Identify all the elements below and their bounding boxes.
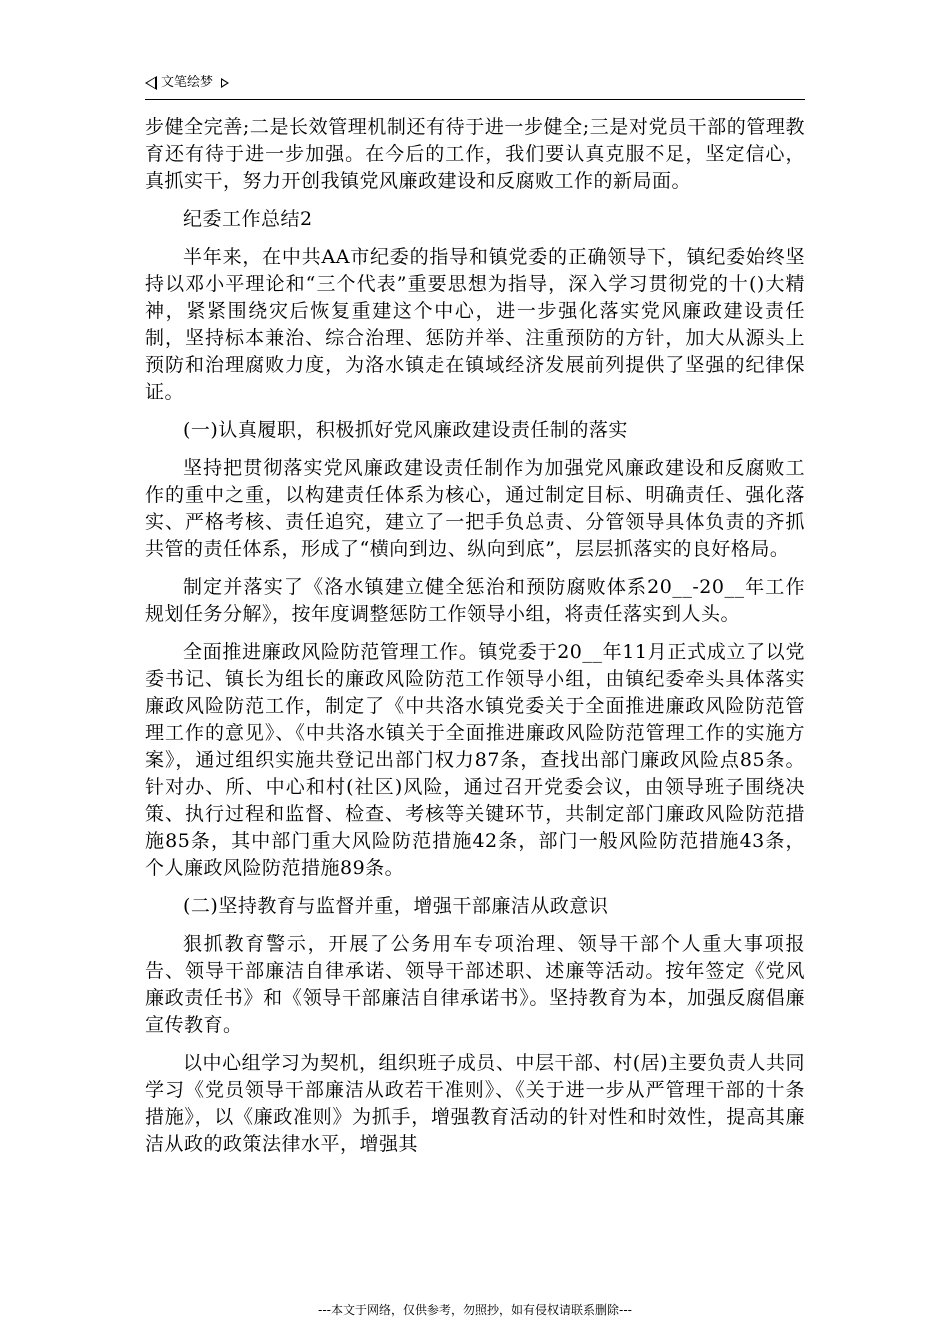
page-header	[145, 72, 805, 100]
paragraph: 半年来，在中共AA市纪委的指导和镇党委的正确领导下，镇纪委始终坚持以邓小平理论和“三个代表”重要思想为指导，深入学习贯彻党的十()大精神，紧紧围绕灾后恢复重建这个中心，进一步强化落实党风廉政建设责任制，坚持标本兼治、综合治理、惩防并举、注重预防的方针，加大从源头上预防和治理腐败力度，为洛水镇走在镇域经济发展前列提供了坚强的纪律保证。	[145, 246, 805, 403]
page-footer-notice: ---本文于网络，仅供参考，勿照抄，如有侵权请联系删除---	[318, 1303, 632, 1317]
left-triangle-icon	[145, 76, 157, 90]
paragraph: 坚持把贯彻落实党风廉政建设责任制作为加强党风廉政建设和反腐败工作的重中之重，以构建责任体系为核心，通过制定目标、明确责任、强化落实、严格考核、责任追究，建立了一把手负总责、分管领导具体负责的齐抓共管的责任体系，形成了“横向到边、纵向到底”，层层抓落实的良好格局。	[145, 457, 805, 560]
paragraph: 狠抓教育警示，开展了公务用车专项治理、领导干部个人重大事项报告、领导干部廉洁自律承诺、领导干部述职、述廉等活动。按年签定《党风廉政责任书》和《领导干部廉洁自律承诺书》。坚持教育为本，加强反腐倡廉宣传教育。	[145, 933, 805, 1036]
paragraph: 以中心组学习为契机，组织班子成员、中层干部、村(居)主要负责人共同学习《党员领导干部廉洁从政若干准则》、《关于进一步从严管理干部的十条措施》，以《廉政准则》为抓手，增强教育活动的针对性和时效性，提高其廉洁从政的政策法律水平，增强其	[145, 1052, 805, 1155]
right-triangle-icon	[221, 78, 229, 88]
brand-text: 文笔绘梦	[161, 75, 214, 90]
header-brand	[145, 75, 229, 91]
paragraph: 制定并落实了《洛水镇建立健全惩治和预防腐败体系20__-20__年工作规划任务分解》，按年度调整惩防工作领导小组，将责任落实到人头。	[145, 576, 805, 625]
paragraph: 全面推进廉政风险防范管理工作。镇党委于20__年11月正式成立了以党委书记、镇长为组长的廉政风险防范工作领导小组，由镇纪委牵头具体落实廉政风险防范工作，制定了《中共洛水镇党委关于全面推进廉政风险防范管理工作的意见》、《中共洛水镇关于全面推进廉政风险防范管理工作的实施方案》，通过组织实施共登记出部门权力87条，查找出部门廉政风险点85条。针对办、所、中心和村(社区)风险，通过召开党委会议，由领导班子围绕决策、执行过程和监督、检查、考核等关键环节，共制定部门廉政风险防范措施85条，其中部门重大风险防范措施42条，部门一般风险防范措施43条，个人廉政风险防范措施89条。	[145, 641, 805, 879]
section-title: 纪委工作总结2	[183, 208, 313, 230]
document-body	[145, 114, 805, 1169]
subsection-heading: (二)坚持教育与监督并重，增强干部廉洁从政意识	[183, 895, 609, 917]
subsection-heading: (一)认真履职，积极抓好党风廉政建设责任制的落实	[183, 419, 628, 441]
paragraph-continuation: 步健全完善;二是长效管理机制还有待于进一步健全;三是对党员干部的管理教育还有待于进一步加强。在今后的工作，我们要认真克服不足，坚定信心，真抓实干，努力开创我镇党风廉政建设和反腐败工作的新局面。	[145, 116, 805, 192]
